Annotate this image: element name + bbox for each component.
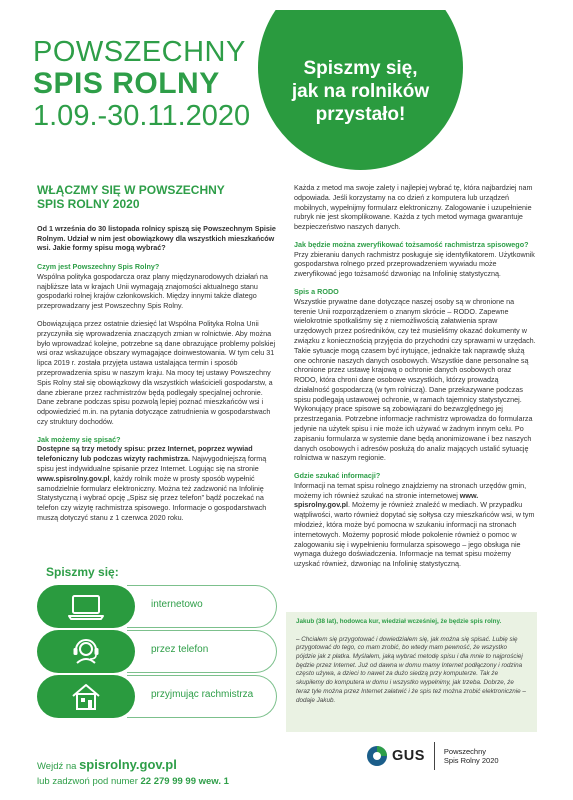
paragraph-methods	[37, 444, 280, 522]
section-title	[37, 183, 280, 212]
footer-phone-prefix: lub zadzwoń pod numer	[37, 775, 141, 787]
quote-box	[286, 612, 537, 732]
laptop-icon	[66, 593, 106, 621]
way-pill	[37, 585, 135, 628]
paragraph: Przy zbieraniu danych rachmistrz posługuje się identyfikatorem. Użytkownik gospodarstwa rolnego przed przeprowadzeniem wywiadu może zweryfikować jego tożsamość dzwoniąc na Infolinię statystyczną.	[294, 249, 535, 279]
section-title-line-1: WŁĄCZMY SIĘ W POWSZECHNY	[37, 183, 225, 197]
slogan-line-1: Spiszmy się,	[303, 57, 418, 79]
methods-text: Najwygodniejszą formą spisu jest indywidualne spisanie przez Internet. Logując się na stronie	[37, 454, 267, 473]
paragraph: Obowiązująca przez ostatnie dziesięć lat Wspólna Polityka Rolna Unii przyczyniła się wprowadzenia znaczących zmian w rolnictwie. Aby można było wprowadzać kolejne, potrzebne są dane obrazujące problemy polskiej wsi oraz wskazujące obszary wymagające doinwestowania. W tym celu 31 lipca 2019 r. została przyjęta ustawa ustalająca termin i sposób przeprowadzenia spisu w naszym kraju. Na mocy tej ustawy Powszechny Spis Rolny stał się obowiązkowy dla wszystkich właścicieli gospodarstw, a dane zbierane przez rachmistrzów będą podlegały specjalnej ochronie. Dane zebrane podczas spisu pozwolą lepiej poznać mieszkańców wsi i odpowiedzieć m.in. na pytania dotyczące zatrudnienia w gospodarstwach czy struktury dochodów.	[37, 319, 276, 426]
site-link[interactable]: www.spisrolny.gov.pl	[37, 473, 110, 483]
info-text: Informacji na temat spisu rolnego znajdziemy na stronach urzędów gmin, możemy ich również szukać na stronie internetowej	[294, 480, 527, 500]
quote-body: – Chciałem się przygotować i dowiedziałem się, jak można się spisać. Lubię się przygotować do tego, co mam zrobić, bo wtedy mam pewność, że wszystko pójdzie jak z płatka. Myślałem, jaką wybrać metodę spisu i dla mnie to najprościej będzie przez Internet. Już od dawna w domu mamy Internet podłączony i rodzina często używa, a dzieci to nawet za dużo siedzą przy komputerze. Tak że skupiłemy do komputera w domu i wszystko wypełnimy, jak trzeba. Dobrze, że teraz tyle można przez Internet załatwić i że spis też można zrobić elektronicznie – dodaje Jakub.	[296, 635, 526, 704]
subheading-how: Jak możemy się spisać?	[37, 434, 121, 444]
paragraph: Każda z metod ma swoje zalety i najlepiej wybrać tę, która najbardziej nam odpowiada. Jeśli korzystamy na co dzień z komputera lub urządzeń mobilnych, wypełnijmy formularz elektroniczny. Zalogowanie i uzupełnienie rubryk nie jest skomplikowane. Każda z tych metod wymaga gwarantuje bezpieczeństwo naszych danych.	[294, 183, 533, 232]
paragraph: Wszystkie prywatne dane dotyczące naszej osoby są w chronione na terenie Unii rozporządzeniem o znanym skrócie – RODO. Zapewne wielokrotnie spotkaliśmy się z niemożliwością załatwienia spraw urzędowych przez pośredników, czy też musieliśmy okazać dokumenty w związku z koniecznością przyjęcia do przychodni czy sprawami w urzędach. Takie sytuacje mogą czasem być irytujące, jednakże tak naprawdę służą one ochronie naszych danych osobowych. Wszystkie dane personalne są chronione przez ustawę krajową o ochronie danych osobowych oraz RODO, która chroni dane osobowe wszystkich, którzy prowadzą działalność gospodarczą (w tym rolniczą). Dane przekazywane podczas spisu podlegają ustawowej ochronie, w ramach tajemnicy statystycznej. Wykonujący prace spisowe są zobowiązani do bezwzględnego jej przestrzegania. Potrzebne informacje rachmistrz wprowadza do formularza jedynie na użytek spisu i nie może ich używać w żadnym innym celu. Po zapisaniu formularza w systemie dane będą anonimizowane i bez naszych danych osobowych i adresów posłużą do analiz mających ustalić sytuację rolnictwa w naszym regionie.	[294, 296, 536, 463]
headset-icon	[69, 636, 103, 668]
footer-phone[interactable]: 22 279 99 99 wew. 1	[140, 775, 229, 787]
slogan-line-3: przystało!	[315, 104, 406, 126]
right-column	[294, 183, 536, 569]
way-label-phone: przez telefon	[151, 644, 209, 655]
footer-contact	[37, 755, 229, 789]
footer-site-link[interactable]: spisrolny.gov.pl	[79, 757, 177, 772]
gus-logo	[366, 741, 499, 771]
way-internet	[37, 585, 277, 628]
section-title-line-2: SPIS ROLNY 2020	[37, 197, 140, 212]
logo-divider	[434, 742, 435, 770]
ways-label: Spiszmy się:	[46, 565, 119, 579]
paragraph-info	[294, 481, 536, 569]
title-line-2: SPIS ROLNY	[33, 67, 220, 100]
slogan-circle	[258, 10, 463, 170]
slogan-line-2: jak na rolników	[291, 80, 430, 102]
site-link[interactable]: www. spisrolny.gov.pl	[294, 490, 479, 510]
left-column	[37, 183, 280, 523]
title-line-1: POWSZECHNY	[33, 36, 246, 68]
quote-title: Jakub (38 lat), hodowca kur, wiedział wcześniej, że będzie spis rolny.	[296, 618, 502, 625]
way-phone	[37, 630, 277, 673]
subheading-rodo: Spis a RODO	[294, 287, 339, 297]
house-icon	[69, 682, 103, 712]
methods-text-2: , każdy rolnik może w prosty sposób wypełnić samodzielnie formularz elektroniczny. Można też zadzwonić na Infolinię Statystyczną i wybrać opcję „Spisz się przez telefon” bądź poczekać na telefon czy wizytę rachmistrza spisowego. Informacje o gospodarstwach muszą dotyczyć stanu z 1 czerwca 2020 roku.	[37, 473, 267, 522]
way-enumerator	[37, 675, 277, 718]
gus-emblem-icon	[366, 745, 388, 767]
subheading-what-is: Czym jest Powszechny Spis Rolny?	[37, 262, 160, 272]
paragraph: Wspólna polityka gospodarcza oraz plany międzynarodowych działań na najbliższe lata w krajach Unii wymagają znajomości aktualnego stanu gospodarki rolnej krajów członkowskich. Między innymi także dlatego przeprowadzany jest Powszechny Spis Rolny.	[37, 271, 268, 311]
header-title	[33, 38, 250, 131]
psr-line-2: Spis Rolny 2020	[443, 756, 499, 765]
way-pill	[37, 675, 135, 718]
way-label-enumerator: przyjmując rachmistrza	[151, 689, 254, 700]
psr-line-1: Powszechny	[443, 746, 487, 756]
title-dates: 1.09.-30.11.2020	[33, 100, 251, 132]
subheading-info: Gdzie szukać informacji?	[294, 471, 381, 481]
way-label-internet: internetowo	[151, 599, 203, 610]
info-text-2: . Możemy je również znaleźć w mediach. W przypadku wątpliwości, warto również dopytać się sołtysa czy mieszkańców wsi, w tym młodzież, która może być pomocna w szukaniu informacji na stronach internetowych. Możemy poprosić młode pokolenie również o pomoc w zalogowaniu się i wypełnieniu formularza spisowego – jego obsługa nie wymaga dużego doświadczenia. Informacje na temat spisu możemy uzyskać również, dzwoniąc na Infolinię statystyczną.	[294, 500, 535, 569]
gus-name: GUS	[392, 748, 425, 764]
methods-bold: Dostępne są trzy metody spisu: przez Internet, poprzez wywiad telefoniczny lub podczas wizyty rachmistrza.	[37, 444, 253, 464]
footer-prefix: Wejdź na	[37, 761, 80, 772]
lead-paragraph: Od 1 września do 30 listopada rolnicy spiszą się Powszechnym Spisie Rolnym. Udział w nim jest obowiązkowy dla wszystkich mieszkańców wsi. Jakie formy spisu mogą wybrać?	[37, 223, 276, 253]
way-pill	[37, 630, 135, 673]
subheading-verify: Jak będzie można zweryfikować tożsamość rachmistrza spisowego?	[294, 239, 529, 249]
psr-logo-text	[444, 747, 499, 766]
